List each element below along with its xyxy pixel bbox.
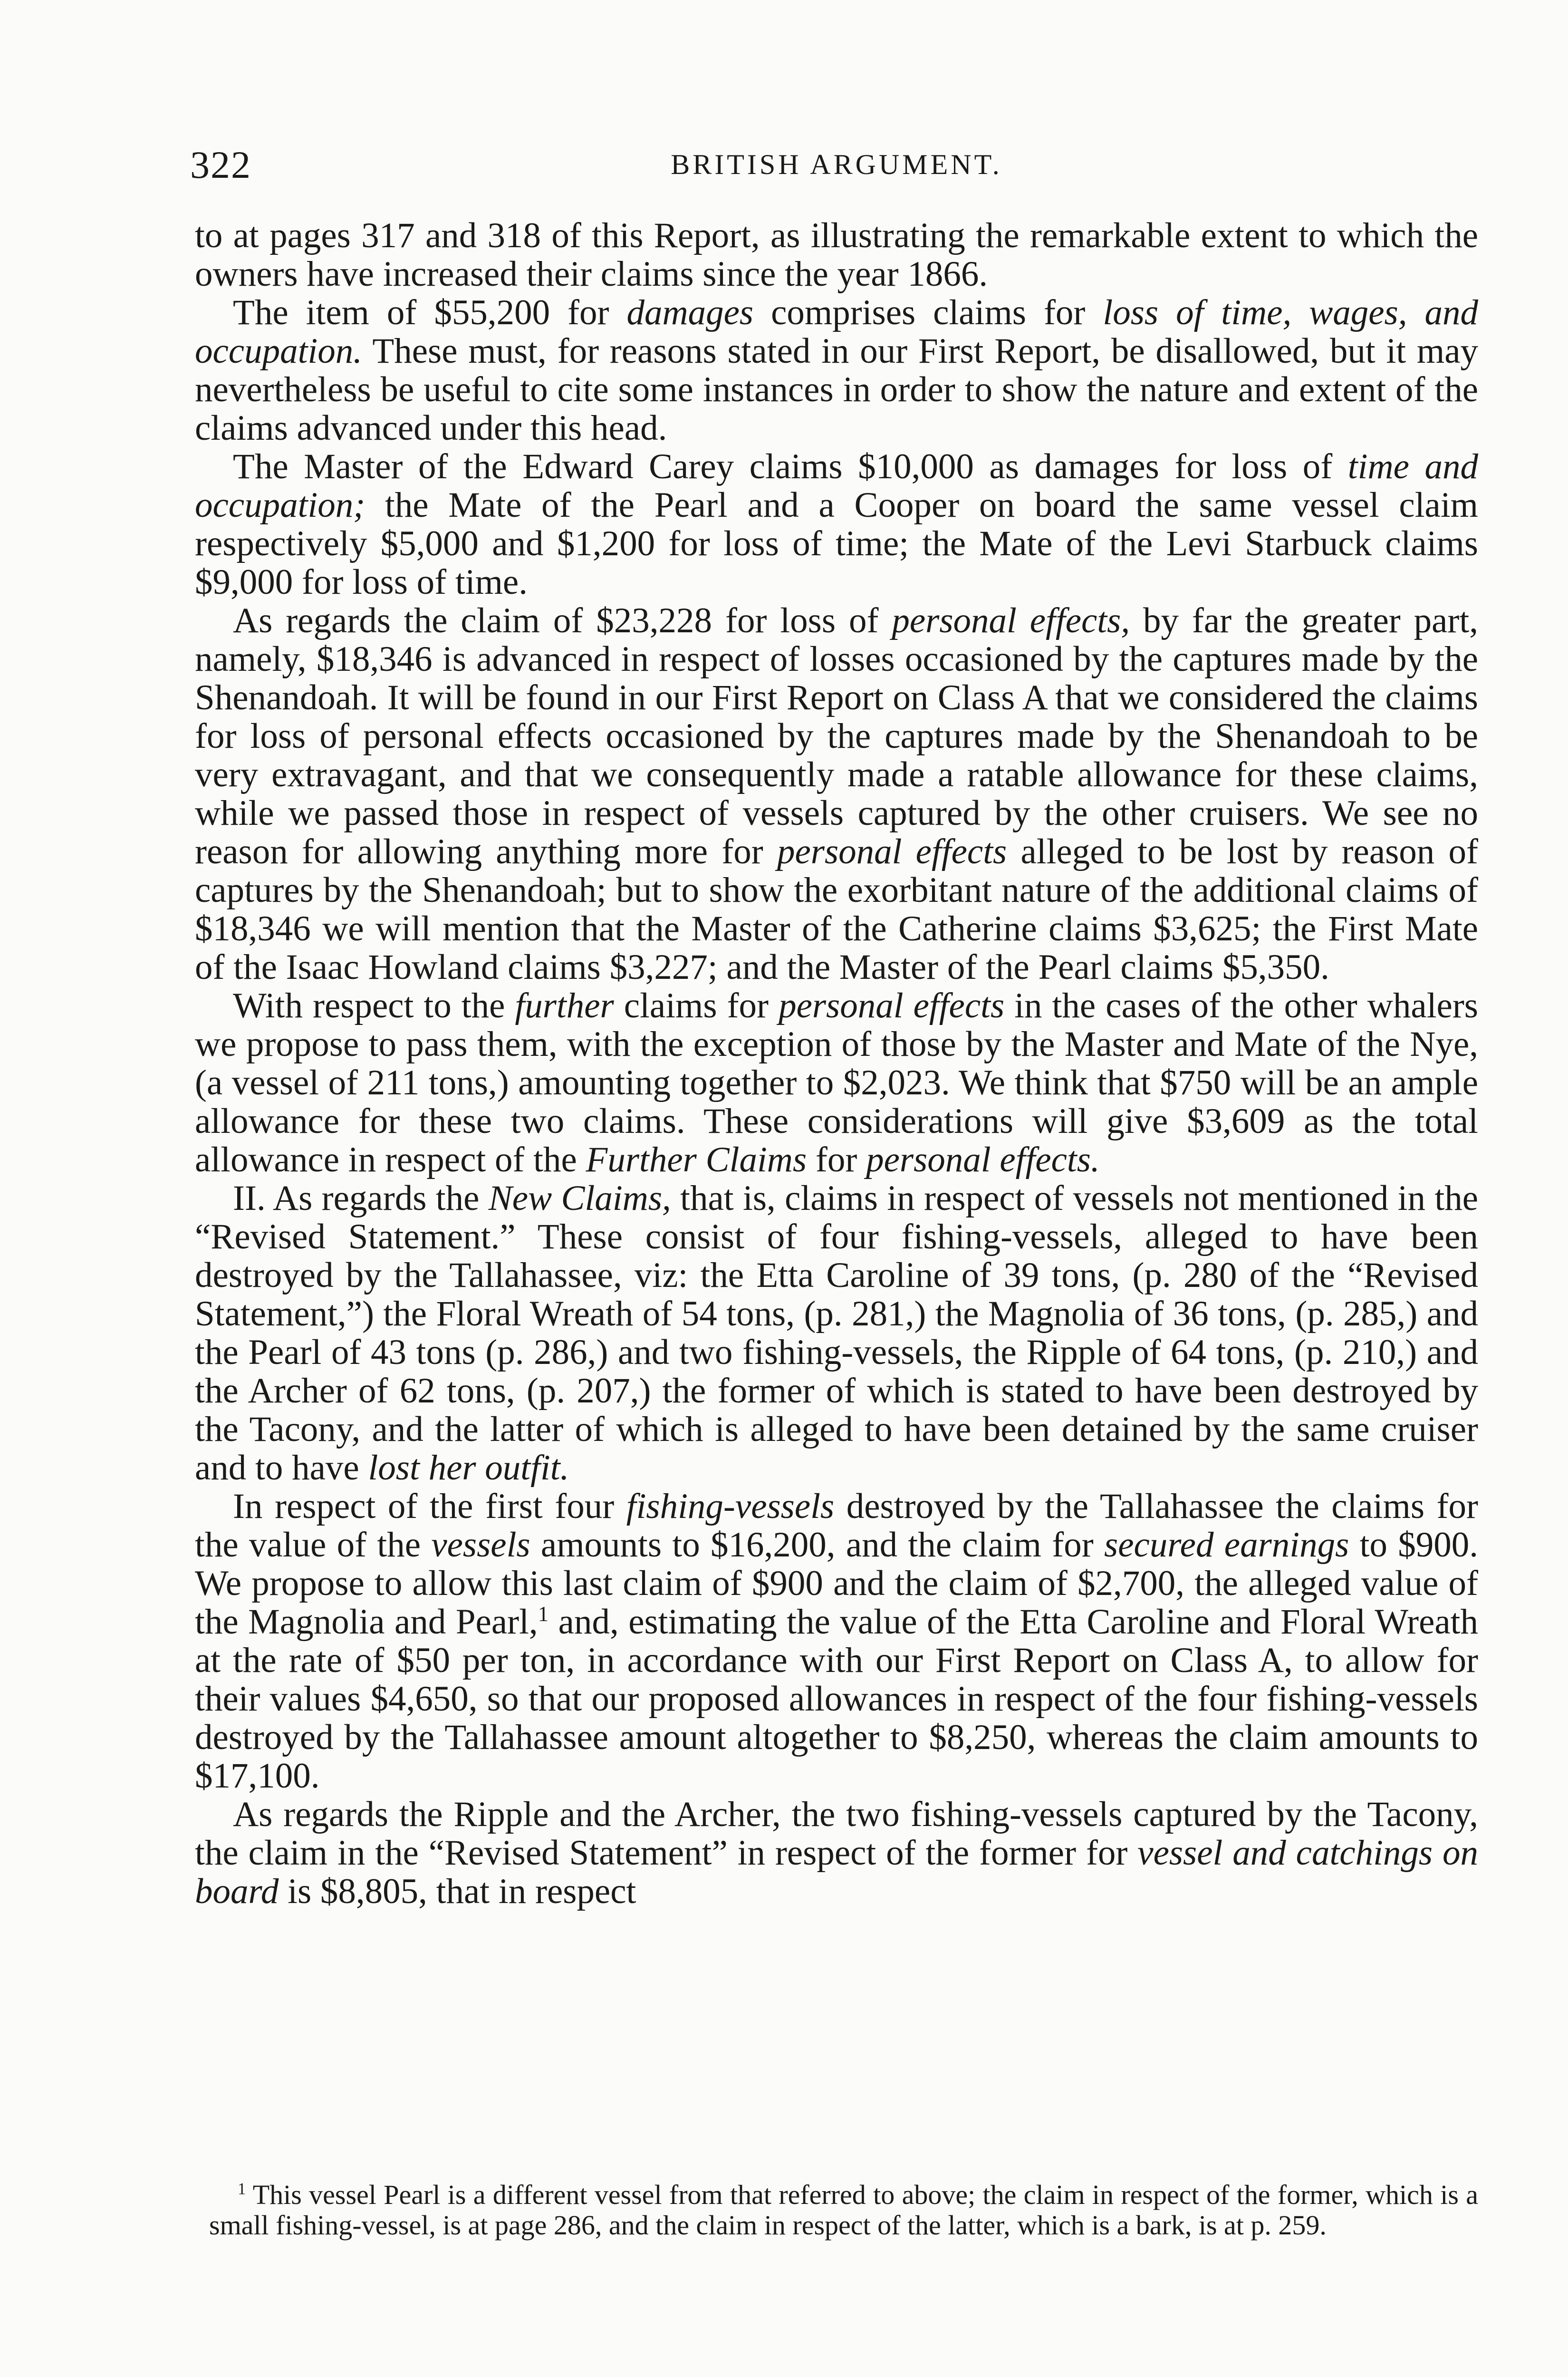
- paragraph: [195, 601, 1478, 986]
- text-run: for: [807, 1140, 866, 1179]
- paragraph: [195, 1795, 1478, 1911]
- text-run: alleged to be lost by reason of captures by the Shenandoah; but to show the exorbitant nature of the additional claims of $18,346 we will mention that the Master of the Catherine claims $3,625; the First Mate of the Isaac Howland claims $3,227; and the Master of the Pearl claims $5,350.: [195, 832, 1478, 987]
- italic-text: secured earnings: [1104, 1525, 1349, 1565]
- paragraph: [195, 1179, 1478, 1487]
- text-run: The Master of the Edward Carey claims $10,000 as damages for loss of: [233, 447, 1348, 486]
- footnotes: [209, 2180, 1478, 2241]
- italic-text: lost her outfit.: [368, 1448, 569, 1488]
- text-run: that is, claims in respect of vessels not mentioned in the “Revised Statement.” These consist of four fishing-vessels, alleged to have been destroyed by the Tallahassee, viz: the Etta Caroline of 39 tons, (p. 280 of the “Revised Statement,”) the Floral Wreath of 54 tons, (p. 281,) the Magnolia of 36 tons, (p. 285,) and the Pearl of 43 tons (p. 286,) and two fishing-vessels, the Ripple of 64 tons, (p. 210,) and the Archer of 62 tons, (p. 207,) the former of which is stated to have been destroyed by the Tacony, and the latter of which is alleged to have been detained by the same cruiser and to have: [195, 1179, 1478, 1488]
- text-run: by far the greater part, namely, $18,346 is advanced in respect of losses occasioned by the captures made by the Shenandoah. It will be found in our First Report on Class A that we considered the claims for loss of personal effects occasioned by the captures made by the Shenandoah to be very extravagant, and that we consequently made a ratable allowance for these claims, while we passed those in respect of vessels captured by the other cruisers. We see no reason for allowing anything more for: [195, 601, 1478, 871]
- text-run: is $8,805, that in respect: [279, 1872, 636, 1911]
- text-run: to at pages 317 and 318 of this Report, as illustrating the remarkable extent to which the owners have increased their claims since the year 1866.: [195, 216, 1478, 294]
- footnote-ref: 1: [538, 1602, 549, 1626]
- footnote-marker: 1: [238, 2179, 246, 2198]
- italic-text: personal effects: [779, 986, 1005, 1025]
- text-run: destroyed by the Tallahassee the claims for the value of the: [195, 1487, 1478, 1565]
- text-run: In respect of the first four: [233, 1487, 626, 1526]
- text-run: The item of $55,200 for: [233, 293, 627, 332]
- running-head: BRITISH ARGUMENT.: [671, 149, 1002, 180]
- paragraph: [195, 986, 1478, 1179]
- italic-text: fishing-vessels: [626, 1487, 835, 1526]
- italic-text: Further Claims: [586, 1140, 807, 1179]
- text-run: in the cases of the other whalers we propose to pass them, with the exception of those by the Master and Mate of the Nye, (a vessel of 211 tons,) amounting together to $2,023. We think that $750 will be an ample allowance for these two claims. These considerations will give $3,609 as the total allowance in respect of the: [195, 986, 1478, 1179]
- body-text: [195, 216, 1478, 1911]
- italic-text: personal effects: [777, 832, 1007, 871]
- text-run: As regards the claim of $23,228 for loss of: [233, 601, 892, 640]
- italic-text: vessel and catchings on board: [195, 1833, 1478, 1911]
- text-run: claims for: [614, 986, 779, 1025]
- footnote-text: This vessel Pearl is a different vessel from that referred to above; the claim in respect of the former, which is a small fishing-vessel, is at page 286, and the claim in respect of the latter, which is a bark, is at p. 259.: [209, 2179, 1478, 2241]
- text-run: These must, for reasons stated in our First Report, be disallowed, but it may nevertheless be useful to cite some instances in order to show the nature and extent of the claims advanced under this head.: [195, 331, 1478, 448]
- text-run: amounts to $16,200, and the claim for: [530, 1525, 1105, 1565]
- paragraph: [195, 1487, 1478, 1795]
- page-header: [190, 143, 1483, 195]
- italic-text: damages: [626, 293, 754, 332]
- italic-text: loss of time, wages, and occupation.: [195, 293, 1478, 371]
- italic-text: vessels: [431, 1525, 530, 1565]
- text-run: and, estimating the value of the Etta Caroline and Floral Wreath at the rate of $50 per ton, in accordance with our First Report on Class A, to allow for their values $4,650, so that our proposed allowances in respect of the four fishing-vessels destroyed by the Tallahassee amount altogether to $8,250, whereas the claim amounts to $17,100.: [195, 1602, 1478, 1796]
- italic-text: personal effects,: [892, 601, 1130, 640]
- text-run: the Mate of the Pearl and a Cooper on board the same vessel claim respectively $5,000 and $1,200 for loss of time; the Mate of the Levi Starbuck claims $9,000 for loss of time.: [195, 485, 1478, 602]
- paragraph: [195, 216, 1478, 293]
- italic-text: New Claims,: [488, 1179, 671, 1218]
- italic-text: personal effects.: [866, 1140, 1100, 1179]
- paragraph: [195, 447, 1478, 601]
- italic-text: time and occupation;: [195, 447, 1478, 525]
- text-run: comprises claims for: [753, 293, 1103, 332]
- italic-text: further: [515, 986, 614, 1025]
- paragraph: [195, 293, 1478, 447]
- page-number: 322: [190, 143, 251, 186]
- text-run: As regards the Ripple and the Archer, the two fishing-vessels captured by the Tacony, the claim in the “Revised Statement” in respect of the former for: [195, 1795, 1478, 1873]
- footnote: [209, 2180, 1478, 2241]
- text-run: to $900. We propose to allow this last claim of $900 and the claim of $2,700, the alleged value of the Magnolia and Pearl,: [195, 1525, 1478, 1642]
- text-run: With respect to the: [233, 986, 515, 1025]
- text-run: II. As regards the: [233, 1179, 489, 1218]
